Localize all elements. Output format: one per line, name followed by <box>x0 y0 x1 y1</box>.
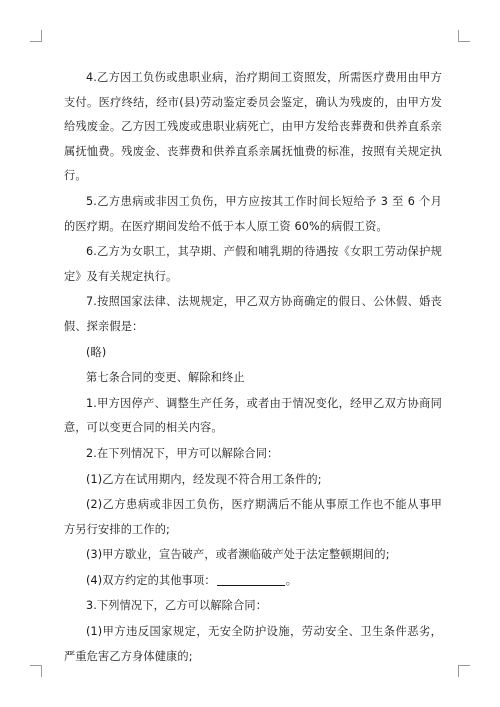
list-item-illness: (2)乙方患病或非因工负伤，医疗期满后不能从事原工作也不能从事甲方另行安排的工作的; <box>64 498 442 536</box>
paragraph-omitted: (略) <box>86 345 107 359</box>
fill-in-blank <box>217 573 285 586</box>
paragraph-female-worker: 6.乙方为女职工，其孕期、产假和哺乳期的待遇按《女职工劳动保护规定》及有关规定执行。 <box>64 245 442 283</box>
paragraph-injury-compensation: 4.乙方因工负伤或患职业病，治疗期间工资照发，所需医疗费用由甲方支付。医疗终结，经市(县)劳动鉴定委员会鉴定，确认为残废的，由甲方发给残废金。乙方因工残废或患职业病死亡，由甲方发给丧葬费和供养直系亲属抚恤费。残废金、丧葬费和供养直系亲属抚恤费的标准，按照有关规定执行。 <box>64 71 442 183</box>
list-item-bankruptcy: (3)甲方歇业，宣告破产，或者濒临破产处于法定整顿期间的; <box>86 548 390 562</box>
crop-mark-bottom-left <box>30 665 42 677</box>
paragraph-contract-change: 1.甲方因停产、调整生产任务，或者由于情况变化，经甲乙双方协商同意，可以变更合同的相关内容。 <box>64 396 442 435</box>
list-item-other-matters-text: (4)双方约定的其他事项： <box>86 573 216 587</box>
list-item-other-matters-end: 。 <box>285 573 298 587</box>
crop-mark-top-left <box>30 30 42 42</box>
list-item-other-matters <box>64 569 442 594</box>
crop-mark-top-right <box>458 30 470 42</box>
paragraph-employer-termination: 2.在下列情况下，甲方可以解除合同： <box>86 446 279 460</box>
document-body <box>64 66 442 670</box>
list-item-probation: (1)乙方在试用期内，经发现不符合用工条件的; <box>86 472 322 486</box>
paragraph-holidays: 7.按照国家法律、法规规定，甲乙双方协商确定的假日、公休假、婚丧假、探亲假是： <box>64 295 442 333</box>
list-item-unsafe-conditions: (1)甲方违反国家规定，无安全防护设施，劳动安全、卫生条件恶劣，严重危害乙方身体健康的; <box>64 625 442 663</box>
crop-mark-bottom-right <box>458 665 470 677</box>
paragraph-medical-period: 5.乙方患病或非因工负伤，甲方应按其工作时间长短给予 3 至 6 个月的医疗期。在医疗期间发给不低于本人原工资 60%的病假工资。 <box>64 194 442 233</box>
paragraph-employee-termination: 3.下列情况下，乙方可以解除合同： <box>86 599 268 613</box>
section-heading-article-7: 第七条合同的变更、解除和终止 <box>86 371 245 385</box>
